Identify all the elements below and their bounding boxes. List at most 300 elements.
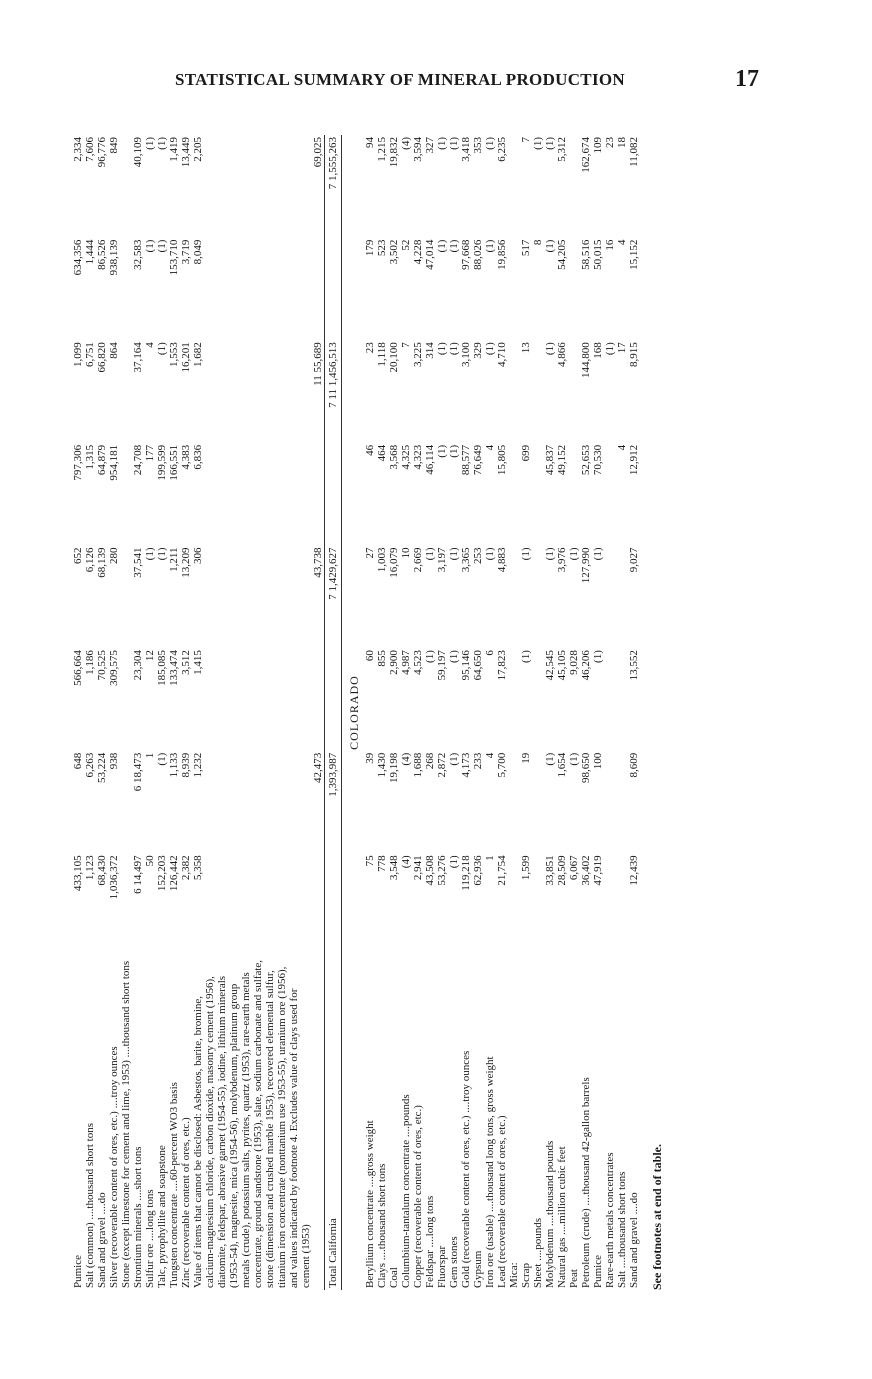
cell: 199,599 — [156, 444, 168, 481]
cell: (1) — [532, 137, 544, 150]
cell: 60 — [364, 650, 376, 662]
cell: 4,323 — [412, 444, 424, 470]
running-header: STATISTICAL SUMMARY OF MINERAL PRODUCTION — [175, 70, 625, 89]
cell: (1) — [156, 752, 168, 766]
cell: 3,225 — [412, 342, 424, 367]
cell: 9,027 — [628, 547, 640, 573]
cell: 3,548 — [388, 855, 400, 881]
cell: 1,123 — [84, 855, 96, 881]
cell: 6,751 — [84, 342, 96, 367]
cell: 88,577 — [460, 444, 472, 476]
table-row — [628, 135, 640, 1290]
cell: (1) — [448, 342, 460, 356]
row-name: Scrap — [520, 1262, 532, 1288]
table-row — [412, 135, 424, 1290]
rotated-table-region — [72, 135, 762, 1290]
cell: 168 — [592, 342, 604, 359]
cell: 8 — [532, 239, 544, 246]
cell: 849 — [108, 137, 120, 154]
cell — [120, 135, 132, 238]
row-name: Molybdenum — [544, 1228, 556, 1288]
row-label — [568, 956, 580, 1290]
cell: (1) — [436, 239, 448, 253]
row-unit: thousand short tons — [84, 1123, 96, 1209]
row-name: Sand and gravel — [628, 1217, 640, 1288]
cell: (1) — [544, 239, 556, 253]
cell: 699 — [520, 444, 532, 462]
cell — [568, 340, 580, 443]
cell — [616, 648, 628, 751]
cell: 3,418 — [460, 137, 472, 162]
cell: 4,383 — [180, 444, 192, 470]
cell: (1) — [436, 137, 448, 150]
row-unit: pounds — [532, 1218, 544, 1250]
cell: (1) — [592, 547, 604, 561]
cell: 98,650 — [580, 752, 592, 783]
table-row — [568, 135, 580, 1290]
cell: 1,186 — [84, 650, 96, 675]
cell: 18 — [616, 137, 628, 148]
total-label: Total California — [325, 956, 342, 1290]
cell: 1,118 — [376, 342, 388, 367]
cell: 4,173 — [460, 752, 472, 778]
cell: 2,669 — [412, 547, 424, 573]
cell: 3,502 — [388, 239, 400, 265]
cell: 50 — [144, 855, 156, 867]
row-name: Pumice — [72, 1255, 84, 1288]
cell: (1) — [156, 137, 168, 150]
cell: (4) — [400, 137, 412, 150]
table-row — [180, 135, 192, 1290]
cell — [312, 853, 325, 956]
cell — [325, 443, 342, 546]
cell: (1) — [568, 547, 580, 561]
cell: 42,473 — [312, 752, 324, 783]
row-name: Fluorspar — [436, 1245, 448, 1288]
cell: 75 — [364, 855, 376, 867]
cell — [120, 443, 132, 546]
cell: 8,915 — [628, 342, 640, 367]
cell — [604, 751, 616, 854]
cell: 6,263 — [84, 752, 96, 778]
cell: 58,516 — [580, 239, 592, 270]
table-row — [484, 135, 496, 1290]
cell: (1) — [520, 547, 532, 561]
cell: 4,883 — [496, 547, 508, 573]
table-row — [156, 135, 168, 1290]
cell: (1) — [544, 752, 556, 766]
row-name: Strontium minerals — [132, 1203, 144, 1288]
row-label — [72, 956, 84, 1290]
cell: 309,575 — [108, 650, 120, 686]
cell: 15,152 — [628, 239, 640, 270]
cell: 94 — [364, 137, 376, 148]
cell: 8,049 — [192, 239, 204, 265]
cell: 1,599 — [520, 855, 532, 881]
cell: 797,306 — [72, 444, 84, 481]
cell: 1,682 — [192, 342, 204, 367]
cell: 233 — [472, 752, 484, 770]
table-row — [544, 135, 556, 1290]
cell: 37,164 — [132, 342, 144, 373]
cell: 3,594 — [412, 137, 424, 162]
cell: 938 — [108, 752, 120, 770]
table-row — [556, 135, 568, 1290]
cell: 43,508 — [424, 855, 436, 886]
row-unit: million cubic feet — [556, 1146, 568, 1224]
row-label: Sulfur ore ....long tons — [144, 1189, 156, 1288]
cell: (1) — [448, 855, 460, 869]
cell — [532, 648, 544, 751]
california-totals — [312, 135, 342, 1290]
cell: 4 — [484, 752, 496, 759]
table-row — [424, 135, 436, 1290]
cell: 47,014 — [424, 239, 436, 270]
row-name: Gold (recoverable content of ores, etc.) — [460, 1115, 472, 1288]
row-label — [180, 956, 192, 1290]
cell: 4,866 — [556, 342, 568, 367]
cell: 16 — [604, 239, 616, 251]
cell: 127,990 — [580, 547, 592, 584]
row-name: Silver (recoverable content of ores, etc.) — [108, 1111, 120, 1288]
cell: 100 — [592, 752, 604, 770]
cell — [604, 546, 616, 649]
row-name: Feldspar — [424, 1250, 436, 1288]
cell: 11 55,689 — [312, 342, 324, 386]
cell — [120, 853, 132, 956]
cell: 6 — [484, 650, 496, 656]
row-name: Value of items that cannot be disclosed: Asbestos, barite, bromine, calcium-magnesium chloride, carbon dioxide, masonry cement (1956), diatomite, feldspar, abrasive garnet (1954-55), iodine, lithium minerals (1953-54), magnesite, mica (1954-56), molybdenum, platinum group metals (crude), potassium salts, pyrites, quartz (1953), rare-earth metals concentrate, ground sandstone (1953), slate, sodium carbonate and sulfate, stone (dimension and crushed marble 1953), recovered elemental sulfur, titanium iron concentrate (nonttanium use 1953-55), uranium ore (1956), and values indicated by footnote 4. Excludes value of clays used for cement (1953) — [192, 959, 312, 1288]
cell: 47,919 — [592, 855, 604, 886]
row-name: Tungsten concentrate — [168, 1194, 180, 1288]
cell: 4 — [484, 444, 496, 451]
cell: 12,439 — [628, 855, 640, 886]
cell: 32,583 — [132, 239, 144, 270]
row-name: Iron ore (usable) — [484, 1214, 496, 1288]
cell: 49,152 — [556, 444, 568, 476]
cell: 1,654 — [556, 752, 568, 778]
cell: 1,215 — [376, 137, 388, 162]
cell — [312, 648, 325, 751]
cell: 19 — [520, 752, 532, 764]
cell — [120, 238, 132, 341]
cell: 95,146 — [460, 650, 472, 681]
cell: 68,430 — [96, 855, 108, 886]
cell: 24,708 — [132, 444, 144, 476]
row-name: Pumice — [592, 1255, 604, 1288]
cell: 96,776 — [96, 137, 108, 168]
row-label: Salt (common) ....thousand short tons — [84, 1123, 96, 1288]
cell: 3,568 — [388, 444, 400, 470]
table-row — [132, 135, 144, 1290]
cell — [312, 443, 325, 546]
cell: 64,879 — [96, 444, 108, 476]
cell: 153,710 — [168, 239, 180, 276]
row-name: Clays — [376, 1262, 388, 1288]
row-name: Coal — [388, 1267, 400, 1288]
cell: 53,224 — [96, 752, 108, 783]
row-label: Molybdenum ....thousand pounds — [544, 1140, 556, 1288]
row-label: Feldspar ....long tons — [424, 1195, 436, 1288]
cell: (1) — [156, 547, 168, 561]
cell: 4,228 — [412, 239, 424, 265]
cell — [120, 751, 132, 854]
row-label — [156, 956, 168, 1290]
row-name: Copper (recoverable content of ores, etc.) — [412, 1105, 424, 1288]
cell: 4,710 — [496, 342, 508, 367]
cell: 88,026 — [472, 239, 484, 270]
row-label — [388, 956, 400, 1290]
cell: 306 — [192, 547, 204, 564]
cell — [604, 443, 616, 546]
cell: 15,805 — [496, 444, 508, 476]
cell: 45,105 — [556, 650, 568, 681]
table-row — [436, 135, 448, 1290]
table-row — [72, 135, 84, 1290]
row-name: Sheet — [532, 1263, 544, 1288]
cell — [120, 546, 132, 649]
cell: 70,530 — [592, 444, 604, 476]
table-row — [120, 135, 132, 1290]
table-row — [496, 135, 508, 1290]
cell: (1) — [448, 137, 460, 150]
cell — [312, 238, 325, 341]
cell: 12 — [144, 650, 156, 662]
cell: 1,036,372 — [108, 855, 120, 900]
cell: 126,442 — [168, 855, 180, 892]
row-label — [508, 956, 520, 1290]
footnote: See footnotes at end of table. — [650, 1144, 664, 1290]
row-unit: do — [628, 1192, 640, 1204]
cell: (1) — [448, 444, 460, 458]
cell: 8,939 — [180, 752, 192, 778]
cell: 2,382 — [180, 855, 192, 881]
cell: 119,218 — [460, 855, 472, 891]
cell: 76,649 — [472, 444, 484, 476]
cell: 778 — [376, 855, 388, 872]
cell — [532, 546, 544, 649]
cell: (1) — [144, 547, 156, 561]
cell: 21,754 — [496, 855, 508, 886]
cell: 28,509 — [556, 855, 568, 886]
cell: 46,206 — [580, 650, 592, 681]
page-number: 17 — [735, 66, 759, 92]
row-label: Clays ....thousand short tons — [376, 1163, 388, 1288]
cell — [508, 751, 520, 854]
cell: (1) — [424, 650, 436, 663]
cell: 7,606 — [84, 137, 96, 162]
row-unit: troy ounces — [460, 1050, 472, 1102]
cell: 177 — [144, 444, 156, 462]
row-label: Petroleum (crude) ....thousand 42-gallon barrels — [580, 1077, 592, 1288]
table-row — [400, 135, 412, 1290]
cell: 27 — [364, 547, 376, 559]
cell: (1) — [424, 547, 436, 561]
cell: 152,203 — [156, 855, 168, 892]
cell: 5,358 — [192, 855, 204, 881]
cell: 8,609 — [628, 752, 640, 778]
cell: 11,082 — [628, 137, 640, 167]
cell: (1) — [144, 137, 156, 150]
cell: 566,664 — [72, 650, 84, 686]
cell: 6 18,473 — [132, 752, 144, 792]
row-name: Mica: — [508, 1262, 520, 1288]
cell: (1) — [544, 137, 556, 150]
cell: 45,837 — [544, 444, 556, 476]
cell: 53,276 — [436, 855, 448, 886]
row-name: Stone (except limestone for cement and lime, 1953) — [120, 1060, 132, 1288]
cell: (1) — [436, 342, 448, 356]
cell: 66,820 — [96, 342, 108, 373]
row-label — [192, 956, 312, 1290]
table-row — [460, 135, 472, 1290]
cell: 19,198 — [388, 752, 400, 783]
cell — [568, 238, 580, 341]
cell: 185,085 — [156, 650, 168, 686]
table-row — [96, 135, 108, 1290]
cell: 4,523 — [412, 650, 424, 675]
cell: 1,099 — [72, 342, 84, 367]
cell: 329 — [472, 342, 484, 359]
cell: 864 — [108, 342, 120, 359]
cell: 268 — [424, 752, 436, 770]
cell: 13,209 — [180, 547, 192, 578]
row-unit: thousand short tons — [120, 960, 132, 1047]
cell: (1) — [448, 547, 460, 561]
row-name: Beryllium concentrate — [364, 1189, 376, 1288]
cell: 1,415 — [192, 650, 204, 675]
cell: 2,941 — [412, 855, 424, 881]
cell: 7 — [400, 342, 412, 348]
cell: 634,356 — [72, 239, 84, 276]
state-heading-row — [342, 135, 365, 1290]
row-label: Gold (recoverable content of ores, etc.) ....troy ounces — [460, 1050, 472, 1288]
cell: 327 — [424, 137, 436, 154]
cell: 855 — [376, 650, 388, 667]
cell: (4) — [400, 752, 412, 766]
cell: 4 — [144, 342, 156, 348]
cell: 33,851 — [544, 855, 556, 886]
cell — [325, 238, 342, 341]
cell: 3,365 — [460, 547, 472, 573]
cell: 69,025 — [312, 137, 324, 168]
cell — [508, 443, 520, 546]
cell: 314 — [424, 342, 436, 359]
cell: 37,541 — [132, 547, 144, 578]
cell: 517 — [520, 239, 532, 257]
table-row — [312, 135, 325, 1290]
cell: (1) — [484, 239, 496, 253]
cell: 109 — [592, 137, 604, 154]
cell — [616, 751, 628, 854]
table-row — [616, 135, 628, 1290]
cell: 23 — [604, 137, 616, 148]
cell: 68,139 — [96, 547, 108, 578]
cell: (1) — [448, 650, 460, 663]
row-unit: thousand long tons, gross weight — [484, 1056, 496, 1201]
cell — [325, 648, 342, 751]
cell: 162,674 — [580, 137, 592, 173]
cell: 1,211 — [168, 547, 180, 572]
row-label: Stone (except limestone for cement and lime, 1953) ....thousand short tons — [120, 960, 132, 1288]
cell: (1) — [156, 342, 168, 356]
table-row — [84, 135, 96, 1290]
cell: 13,449 — [180, 137, 192, 168]
row-name: Petroleum (crude) — [580, 1208, 592, 1288]
row-label: Silver (recoverable content of ores, etc.) ....troy ounces — [108, 1046, 120, 1288]
cell: 954,181 — [108, 444, 120, 481]
cell: 42,545 — [544, 650, 556, 681]
cell: (1) — [436, 444, 448, 458]
table-row — [580, 135, 592, 1290]
cell: 43,738 — [312, 547, 324, 578]
row-unit: troy ounces — [108, 1046, 120, 1098]
table-row — [168, 135, 180, 1290]
row-label: Sheet ....pounds — [532, 1218, 544, 1288]
row-name: Talc, pyrophyllite and soapstone — [156, 1145, 168, 1288]
row-label: Strontium minerals ....short tons — [132, 1146, 144, 1288]
row-name: Salt (common) — [84, 1222, 96, 1288]
cell — [568, 443, 580, 546]
cell: (1) — [544, 547, 556, 561]
cell: 7 1,555,263 — [325, 135, 342, 238]
cell — [568, 135, 580, 238]
cell: 179 — [364, 239, 376, 257]
cell: 36,402 — [580, 855, 592, 886]
cell: 52,653 — [580, 444, 592, 476]
cell: (1) — [156, 239, 168, 253]
cell: 464 — [376, 444, 388, 462]
table-row — [604, 135, 616, 1290]
cell: 70,525 — [96, 650, 108, 681]
cell: 253 — [472, 547, 484, 564]
cell — [120, 340, 132, 443]
table-row — [364, 135, 376, 1290]
row-label — [412, 956, 424, 1290]
cell: 523 — [376, 239, 388, 257]
cell: (1) — [144, 239, 156, 253]
cell: 3,100 — [460, 342, 472, 367]
cell: 353 — [472, 137, 484, 154]
row-unit: pounds — [400, 1094, 412, 1127]
production-table — [72, 135, 640, 1290]
cell: 280 — [108, 547, 120, 564]
cell — [508, 340, 520, 443]
cell: (1) — [544, 342, 556, 356]
colorado-section — [364, 135, 640, 1290]
cell — [508, 135, 520, 238]
row-unit: gross weight — [364, 1120, 376, 1177]
cell: 52 — [400, 239, 412, 251]
cell: 9,028 — [568, 650, 580, 675]
cell — [508, 853, 520, 956]
cell: 19,856 — [496, 239, 508, 270]
cell: 938,139 — [108, 239, 120, 276]
cell: (1) — [520, 650, 532, 663]
table-row — [592, 135, 604, 1290]
cell: 5,700 — [496, 752, 508, 778]
row-name: Columbium-tantalum concentrate — [400, 1139, 412, 1288]
table-row — [448, 135, 460, 1290]
cell: 3,719 — [180, 239, 192, 265]
row-name: Lead (recoverable content of ores, etc.) — [496, 1115, 508, 1288]
cell: 1,232 — [192, 752, 204, 778]
cell: 20,100 — [388, 342, 400, 373]
cell: 97,668 — [460, 239, 472, 270]
table-row — [472, 135, 484, 1290]
cell: 23,304 — [132, 650, 144, 681]
cell: (1) — [484, 137, 496, 150]
